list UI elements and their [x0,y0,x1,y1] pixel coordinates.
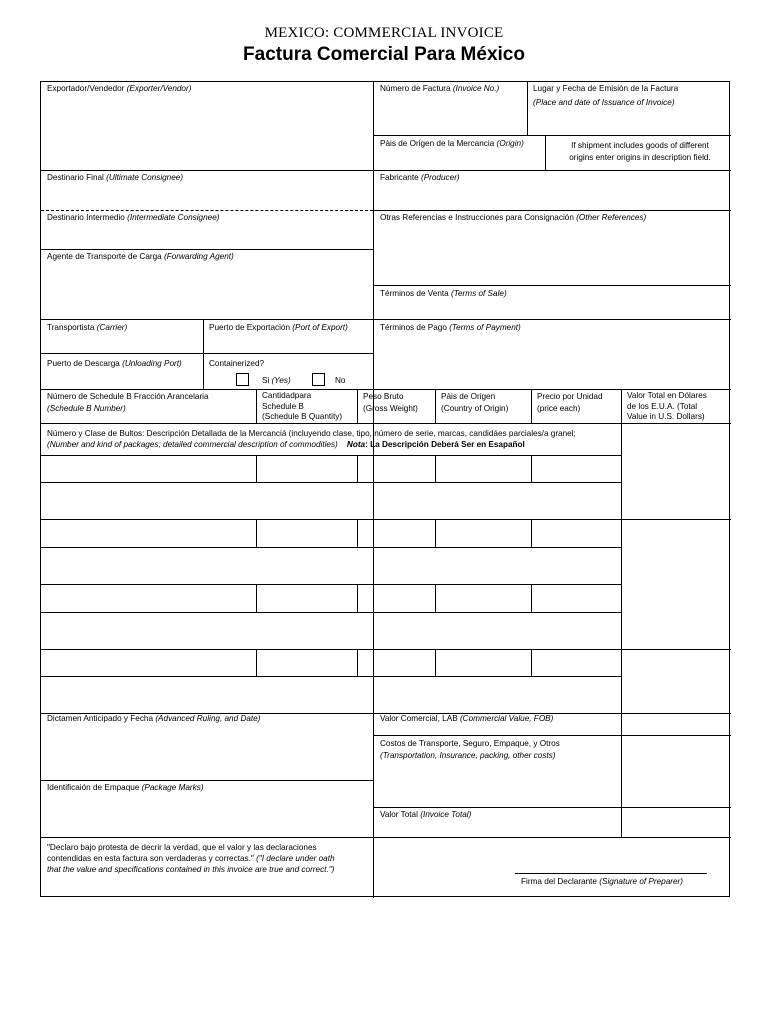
containerized-no-checkbox[interactable] [312,373,325,386]
divider [203,319,204,389]
divider [256,649,257,676]
signature-field[interactable]: Firma del Declarante (Signature of Preparer) [521,877,684,886]
divider [41,249,373,250]
divider [41,353,373,354]
issue-place-date-field[interactable]: Lugar y Fecha de Emisión de la Factura (Place and date of Issuance of Invoice) [533,84,679,107]
column-header-total-value: Valor Total en Dólares de los E.U.A. (Total Value in U.S. Dollars) [627,391,707,421]
divider [531,584,532,612]
divider [435,649,436,676]
invoice-form [40,81,730,897]
divider [41,676,621,677]
divider [621,389,622,713]
transport-costs-field[interactable]: Costos de Transporte, Seguro, Empaque, y Otros (Transportation, Insurance, packing, other costs) [380,739,560,760]
divider [531,389,532,423]
advanced-ruling-field[interactable]: Dictamen Anticipado y Fecha (Advanced Ruling, and Date) [47,714,261,723]
commercial-value-field[interactable]: Valor Comercial, LAB (Commercial Value, FOB) [380,714,554,723]
divider [41,389,731,390]
divider [41,170,731,171]
divider [41,584,621,585]
containerized-no-label: No [335,376,346,385]
divider [373,713,374,898]
divider [373,135,731,136]
unloading-port-field[interactable]: Puerto de Descarga (Unloading Port) [47,359,182,368]
divider [41,455,621,456]
divider [435,455,436,482]
column-header-country-origin: Pàis de Origen (Country of Origin) [441,392,509,413]
exporter-field[interactable]: Exportador/Vendedor (Exporter/Vendor) [47,84,192,93]
divider [435,519,436,547]
divider [256,584,257,612]
column-header-gross-weight: Peso Bruto (Gross Weight) [363,392,418,413]
divider [41,780,373,781]
column-header-quantity: Cantidadpara Schedule B (Schedule B Quantity) [262,391,343,421]
divider [373,285,731,286]
terms-of-payment-field[interactable]: Términos de Pago (Terms of Payment) [380,323,521,332]
origin-country-field[interactable]: Pàis de Origen de la Mercancia (Origin) [380,139,524,148]
ultimate-consignee-field[interactable]: Destinario Final (Ultimate Consignee) [47,173,184,182]
origin-note: If shipment includes goods of different origins enter origins in description field. [569,141,711,162]
divider [531,455,532,482]
divider [531,519,532,547]
signature-line [515,873,707,874]
divider [41,210,373,211]
divider [41,837,731,838]
terms-of-sale-field[interactable]: Términos de Venta (Terms of Sale) [380,289,507,298]
port-of-export-field[interactable]: Puerto de Exportación (Port of Export) [209,323,348,332]
divider [357,519,358,547]
containerized-yes-checkbox[interactable] [236,373,249,386]
divider [256,519,257,547]
divider [41,612,621,613]
column-header-schedule-b: Número de Schedule B Fracción Arancelaria (Schedule B Number) [47,392,209,413]
divider [357,389,358,423]
forwarding-agent-field[interactable]: Agente de Transporte de Carga (Forwarding Agent) [47,252,234,261]
divider [357,455,358,482]
divider [373,807,731,808]
divider [41,547,621,548]
divider [357,649,358,676]
divider [531,649,532,676]
package-marks-field[interactable]: Identificaión de Empaque (Package Marks) [47,783,204,792]
divider [621,713,622,837]
producer-field[interactable]: Fabricante (Producer) [380,173,460,182]
divider [545,135,546,170]
column-header-unit-price: Precio por Unidad (price each) [537,392,603,413]
divider [435,584,436,612]
divider [357,584,358,612]
intermediate-consignee-field[interactable]: Destinario Intermedio (Intermediate Consignee) [47,213,220,222]
divider [527,82,528,135]
invoice-number-field[interactable]: Número de Factura (Invoice No.) [380,84,500,93]
containerized-yes-label: Si (Yes) [262,376,291,385]
form-title-spanish: Factura Comercial Para México [243,44,525,65]
declaration-text: "Declaro bajo protesta de decrir la verdad, que el valor y las declaraciones contendidas en esta factura son verdaderas y correctas." ("I declare under oath that the value and specifications contained in this invoice are true and correct.") [47,843,335,874]
divider [41,423,731,424]
divider [256,389,257,423]
form-title-english: MEXICO: COMMERCIAL INVOICE [264,25,504,41]
containerized-label: Containerized? [209,359,265,368]
description-header: Número y Clase de Bultos: Descripción Detallada de la Mercanciá (incluyendo clase, tipo, número de serie, marcas, candidáes parciales/a granel; (Number and kind of packages; detailed commercial description of commodities) Nota: La Descripción Deberá Ser en Esapañol [47,429,576,449]
divider [373,735,731,736]
divider [435,389,436,423]
invoice-total-field[interactable]: Valor Total (Invoice Total) [380,810,472,819]
other-references-field[interactable]: Otras Referencias e Instrucciones para Consignación (Other References) [380,213,647,222]
divider [373,210,731,211]
divider [41,319,731,320]
divider [41,649,731,650]
divider [41,482,621,483]
divider [256,455,257,482]
carrier-field[interactable]: Transportista (Carrier) [47,323,128,332]
divider [41,519,731,520]
